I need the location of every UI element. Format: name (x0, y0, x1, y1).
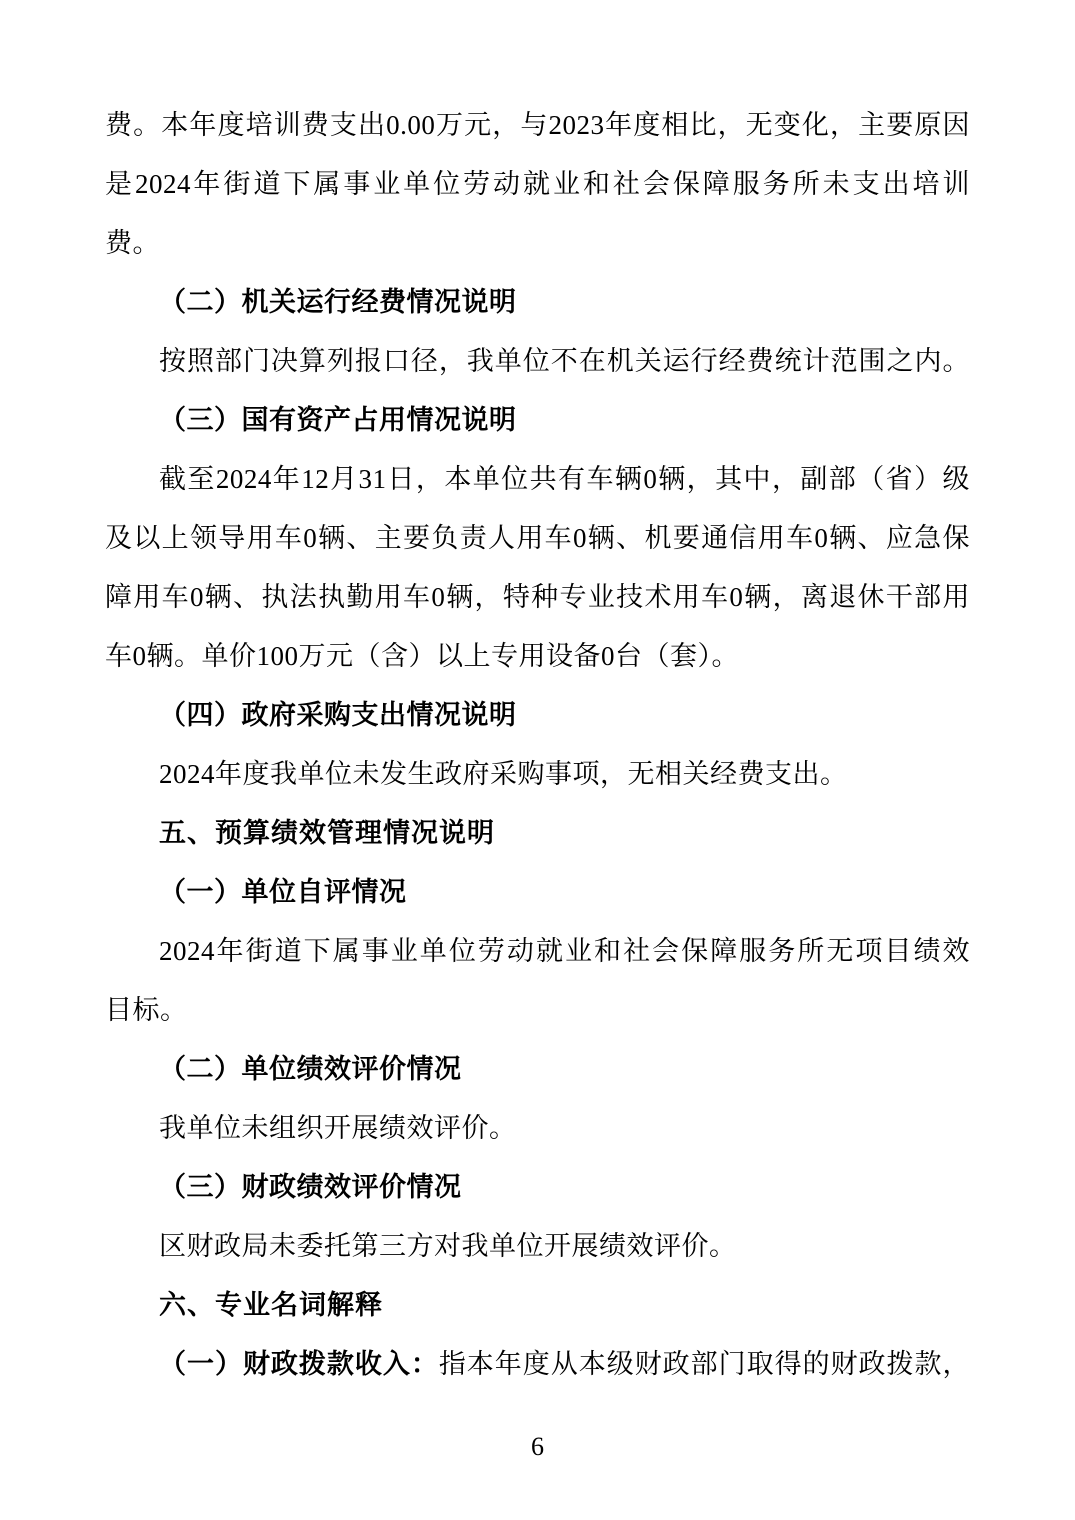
heading-gov-procurement: （四）政府采购支出情况说明 (159, 700, 517, 730)
heading-budget-performance: 五、预算绩效管理情况说明 (159, 818, 495, 848)
body-text-line: 区财政局未委托第三方对我单位开展绩效评价。 (159, 1231, 737, 1261)
heading-fiscal-performance-eval: （三）财政绩效评价情况 (159, 1172, 462, 1202)
heading-self-evaluation: （一）单位自评情况 (159, 877, 407, 907)
body-text-line: 按照部门决算列报口径，我单位不在机关运行经费统计范围之内。 (159, 346, 970, 376)
page-number: 6 (531, 1432, 544, 1461)
term-lead-fiscal-appropriation: （一）财政拨款收入： (159, 1349, 439, 1379)
body-text-line: 车0辆。单价100万元（含）以上专用设备0台（套）。 (105, 641, 739, 671)
heading-state-assets: （三）国有资产占用情况说明 (159, 405, 517, 435)
body-text-line: 障用车0辆、执法执勤用车0辆，特种专业技术用车0辆，离退休干部用 (105, 582, 970, 612)
heading-unit-performance-eval: （二）单位绩效评价情况 (159, 1054, 462, 1084)
body-text-line: 截至2024年12月31日，本单位共有车辆0辆，其中，副部（省）级 (159, 464, 970, 494)
body-text-line: 及以上领导用车0辆、主要负责人用车0辆、机要通信用车0辆、应急保 (105, 523, 970, 553)
body-text-line: 费。本年度培训费支出0.00万元，与2023年度相比，无变化，主要原因 (105, 110, 970, 140)
heading-terminology: 六、专业名词解释 (159, 1290, 383, 1320)
term-definition-line (105, 1335, 970, 1394)
body-text-line: 是2024年街道下属事业单位劳动就业和社会保障服务所未支出培训 (105, 169, 970, 199)
heading-operating-expenses: （二）机关运行经费情况说明 (159, 287, 517, 317)
body-text-line: 2024年街道下属事业单位劳动就业和社会保障服务所无项目绩效 (159, 936, 970, 966)
body-text-line: 2024年度我单位未发生政府采购事项，无相关经费支出。 (159, 759, 848, 789)
body-text-line: 目标。 (105, 995, 188, 1025)
body-text-line: 费。 (105, 228, 160, 258)
term-definition-text: 指本年度从本级财政部门取得的财政拨款， (438, 1349, 971, 1379)
body-text-line: 我单位未组织开展绩效评价。 (159, 1113, 517, 1143)
